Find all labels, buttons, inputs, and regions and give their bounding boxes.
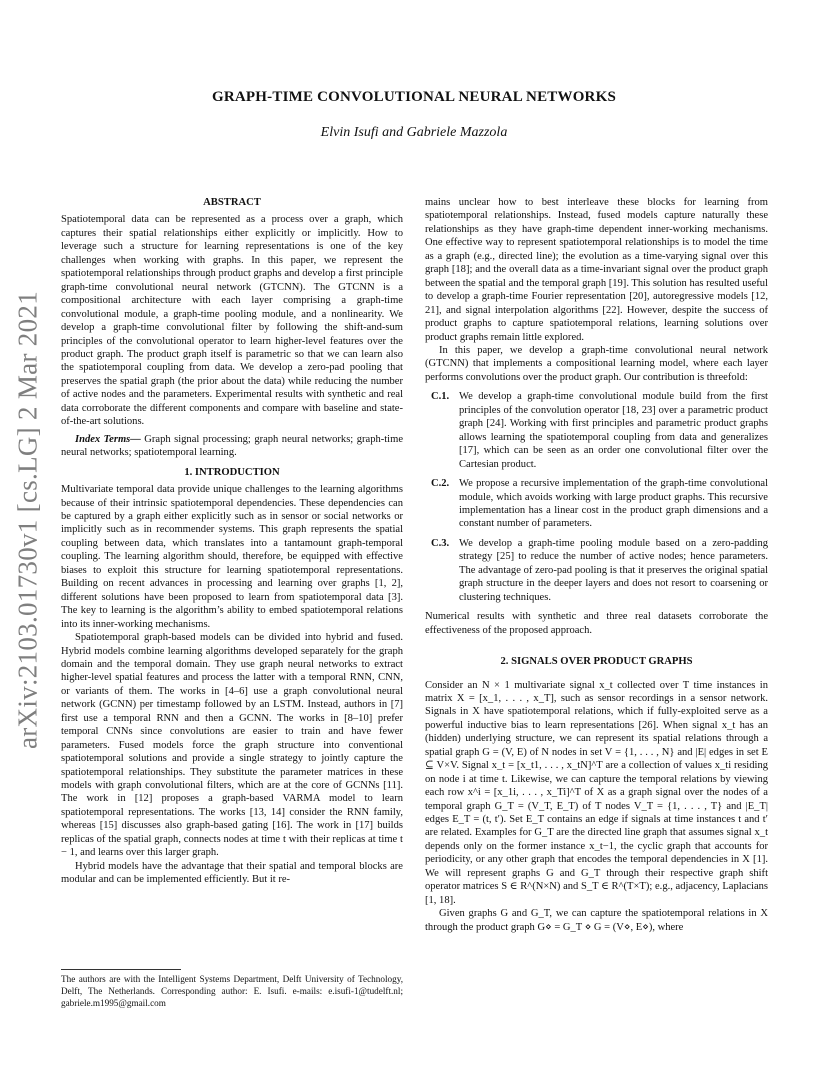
index-terms-text: Graph signal processing; graph neural networks; graph-time neural networks; spatiotemporal learning. [61,433,403,459]
contribution-item [425,390,768,471]
contribution-text: We propose a recursive implementation of the graph-time convolutional module, which avoids working with large product graphs. This recursive implementation has a linear cost in the product graph dimensions and a constant number of parameters. [459,478,768,530]
intro-continued-paragraph: mains unclear how to best interleave these blocks for learning from spatiotemporal relationships. Instead, fused models capture naturally these relationships as they have graph-time dependent inner-working mechanisms. One effective way to represent spatiotemporal relationships is to model the time as a graph (e.g., directed line); the evolution as a time-varying signal over this graph [18]; and the overall data as a time-invariant signal over the product graph between the spatial and the temporal graph [19]. This solution has resulted useful to develop a graph-time Fourier representation [20], autoregressive models [12, 21], and signal interpolation algorithms [22]. However, despite the success of product graphs to capture spatiotemporal relations, learning solutions over product graphs remain little explored. [425,197,768,343]
contribution-intro-paragraph: In this paper, we develop a graph-time convolutional neural network (GTCNN) that implements a compositional learning model, where each layer performs convolutions over the product graph. Our contribution is threefold: [425,344,768,383]
contribution-item [425,477,768,531]
intro-paragraph-3: Hybrid models have the advantage that their spatial and temporal blocks are modular and can be implemented efficiently. But it re- [61,860,403,886]
section2-paragraph-1: Consider an N × 1 multivariate signal x_t collected over T time instances in matrix X = [x_1, . . . , x_T], such as sensor recordings in a sensor network. Signals in X have spatiotemporal relations, which if fully-exploited serve as a powerful inductive bias to learn representations [26]. When signal x_t has an (hidden) underlying structure, we can represent its spatial relations through a spatial graph G = (V, E) of N nodes in set V = {1, . . . , N} and |E| edges in set E ⊆ V×V. Signal x_t = [x_t1, . . . , x_tN]^T are a collection of values x_ti residing on node i at time t. Likewise, we can capture the temporal relations by viewing each row x^i = [x_1i, . . . , x_Ti]^T of X as a graph signal over the nodes of a temporal graph G_T = (V_T, E_T) of T nodes V_T = {1, . . . , T} and |E_T| edges E_T = (t, t′). Set E_T contains an edge if signals at time instances t and t′ are related. Examples for G_T are the directed line graph that assumes signal x_t depends only on the former instance x_t−1, the cyclic graph that accounts for periodicity, or any other graph that encodes the temporal dependencies in X [1]. We will represent graphs G and G_T through their respective graph shift operator matrices S ∈ R^(N×N) and S_T ∈ R^(T×T); e.g., adjacency, Laplacians [1, 18]. [425,679,768,906]
footnote-rule [61,969,181,970]
index-terms-label: Index Terms— [75,433,141,445]
introduction-heading: 1. INTRODUCTION [184,466,280,478]
index-terms [61,433,403,460]
section2-heading: 2. SIGNALS OVER PRODUCT GRAPHS [500,656,693,668]
results-paragraph: Numerical results with synthetic and three real datasets corroborate the effectiveness of the proposed approach. [425,611,768,636]
paper-authors: Elvin Isufi and Gabriele Mazzola [320,125,508,140]
contribution-marker: C.2. [431,478,450,490]
abstract-heading: ABSTRACT [203,197,261,208]
contribution-list [425,390,768,604]
left-column [61,196,403,887]
contribution-marker: C.1. [431,391,450,403]
abstract-text: Spatiotemporal data can be represented as a process over a graph, which captures their spatial relationships either explicitly or implicitly. How to leverage such a structure for learning representations is one of the key challenges when working with graphs. In this paper, we represent the spatiotemporal relationships through product graphs and develop a first principle graph-time convolutional neural network (GTCNN). The GTCNN is a compositional architecture with each layer comprising a graph-time convolutional module, a graph-time pooling module, and a nonlinearity. We develop a graph-time convolutional filter by following the shift-and-sum principles of the convolutional operator to learn higher-level features over the product graph. The product graph itself is parametric so that we can learn also the spatiotemporal coupling from data. We develop a zero-pad pooling that preserves the spatial graph (the prior about the data) while reducing the number of active nodes and the parameters. Experimental results with synthetic and real data corroborate the different components and compare with baseline and state-of-the-art solutions. [61,214,403,428]
right-column [425,196,768,934]
paper-title: GRAPH-TIME CONVOLUTIONAL NEURAL NETWORKS [212,89,616,105]
section2-paragraph-2: Given graphs G and G_T, we can capture the spatiotemporal relations in X through the product graph G⋄ = G_T ⋄ G = (V⋄, E⋄), where [425,908,768,933]
contribution-text: We develop a graph-time convolutional module build from the first principles of the convolution operator [18, 23] over a parametric product graph [24]. Working with first principles and parametric product graphs allows learning the spatiotemporal coupling from data and generalizes [17], which can be seen as an order one convolutional filter over the Cartesian product. [459,391,768,470]
contribution-item [425,537,768,604]
intro-paragraph-1: Multivariate temporal data provide unique challenges to the learning algorithms because of their intrinsic spatiotemporal dependencies. These dependencies can be captured by a graph either explicitly such as in sensor or social networks or implicitly such as in recommender systems. This graph represents the spatial coupling between data, which translates into a tantamount graph-temporal coupling. The learning algorithm should, therefore, be equipped with effective biases to exploit this structure for learning spatiotemporal representations. Building on recent advances in processing and learning over graphs [1, 2], different solutions have been proposed to learn from spatiotemporal data [3]. The key to learning is the algorithm’s ability to embed spatiotemporal relations into its inner-working mechanisms. [61,484,403,630]
author-footnote: The authors are with the Intelligent Systems Department, Delft University of Technology, Delft, The Netherlands. Corresponding author: E. Isufi. e-mails: e.isufi-1@tudelft.nl; gabriele.m1995@gmail.com [61,974,403,1008]
intro-paragraph-2: Spatiotemporal graph-based models can be divided into hybrid and fused. Hybrid models combine learning algorithms developed separately for the graph domain and the temporal domain. They use graph neural networks to extract higher-level spatial features and process the latter with a temporal RNN, CNN, or variants of them. The works in [4–6] use a graph convolutional neural network (GCNN) per timestamp followed by an LSTM. Instead, authors in [7] first use a temporal RNN and then a GCNN. The works in [8–10] prefer temporal CNNs since convolutions are easier to train and have fewer parameters. Fused models force the graph structure into conventional spatiotemporal solutions and provide a single strategy to jointly capture the spatiotemporal relationships. They substitute the parameter matrices in these models with graph convolutional filters, which are at the core of GCNNs [11]. The work in [12] proposes a graph-based VARMA model to learn spatiotemporal representations. The works [13, 14] consider the RNN family, whereas [15] discusses also graph-based gating [16]. The work in [17] builds replicas of the spatial graph, connects nodes at time t with their replicas at time t − 1, and learns over this larger graph. [61,632,403,859]
arxiv-stamp-text: arXiv:2103.01730v1 [cs.LG] 2 Mar 2021 [12,290,43,750]
contribution-marker: C.3. [431,537,450,549]
arxiv-identifier-stamp [8,240,48,800]
contribution-text: We develop a graph-time pooling module based on a zero-padding strategy [25] to reduce the number of active nodes; hence parameters. The advantage of zero-pad pooling is that it preserves the original spatial graph structure in the deeper layers and does not resort to coarsening or clustering techniques. [459,537,768,603]
